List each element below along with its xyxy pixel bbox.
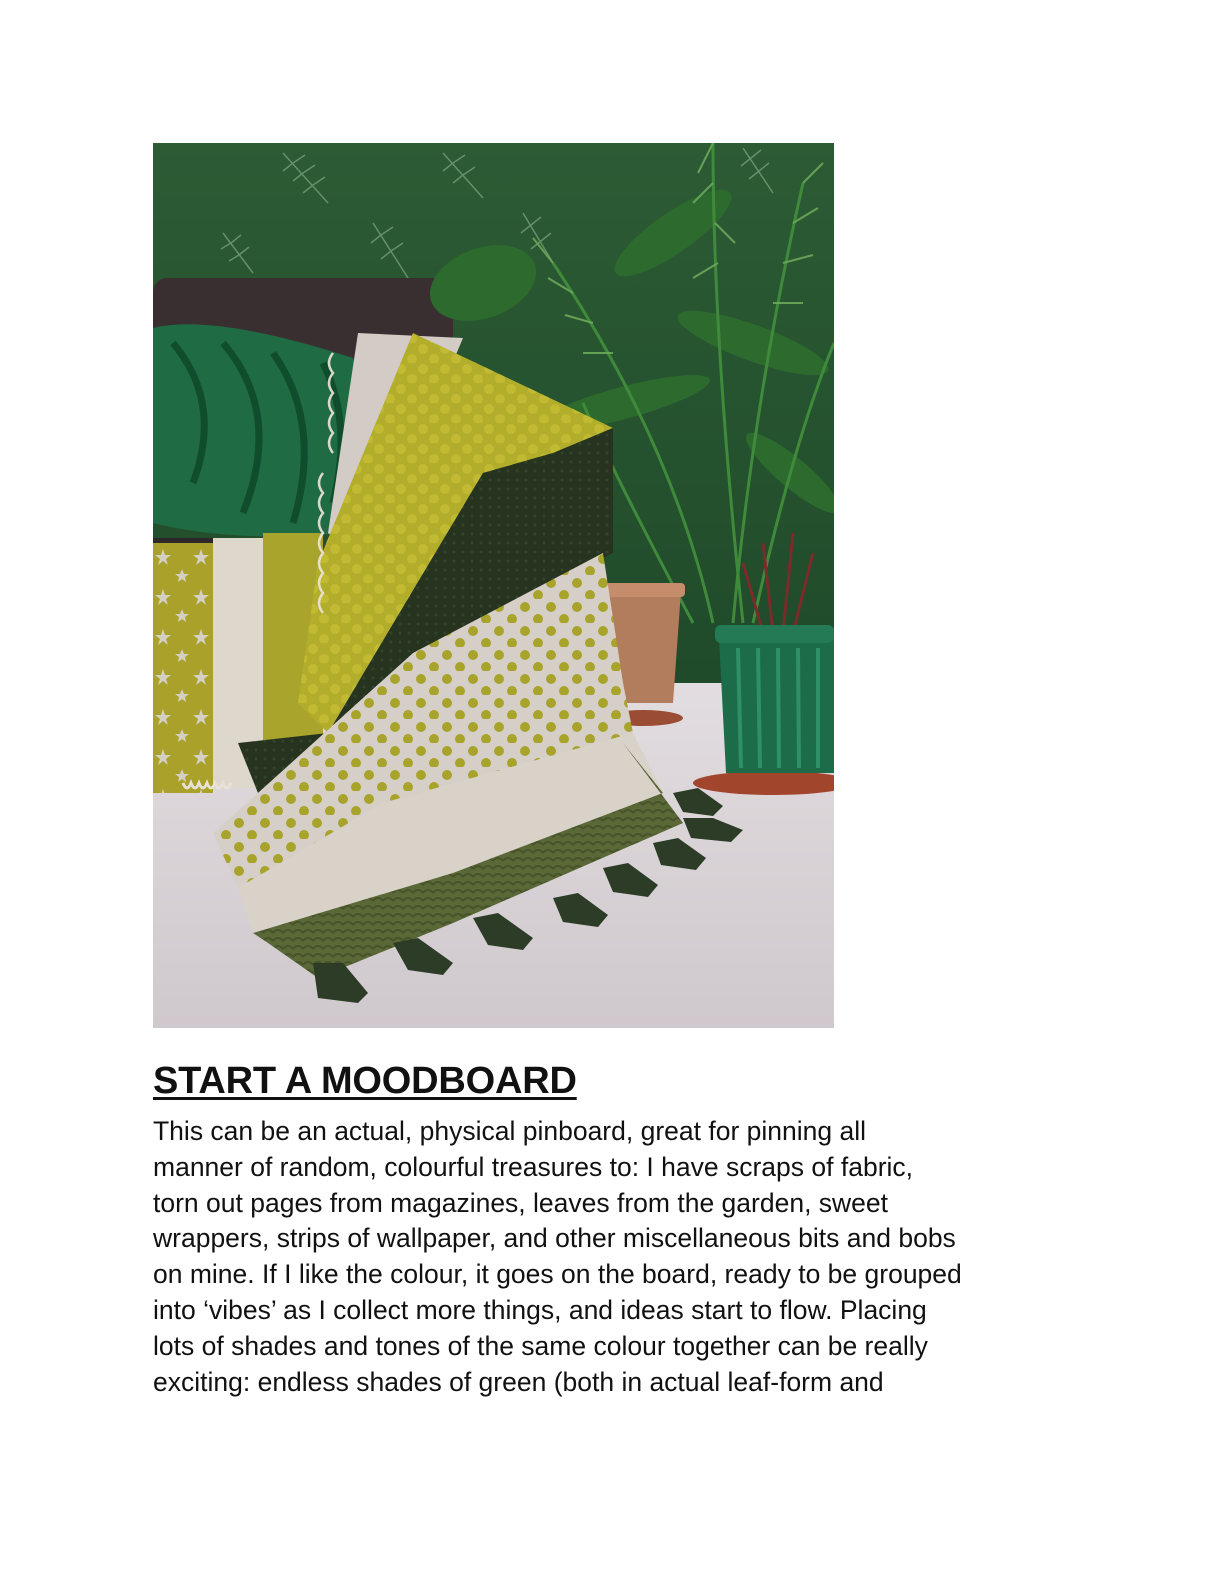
paragraph-line: lots of shades and tones of the same colour together can be really xyxy=(153,1330,928,1361)
section-heading: START A MOODBOARD xyxy=(153,1060,577,1102)
paragraph-line: on mine. If I like the colour, it goes on the board, ready to be grouped xyxy=(153,1259,962,1290)
blanket-photo xyxy=(153,143,834,1028)
paragraph-line: manner of random, colourful treasures to: I have scraps of fabric, xyxy=(153,1151,914,1182)
body-paragraph xyxy=(153,1114,1083,1400)
paragraph-line: This can be an actual, physical pinboard, great for pinning all xyxy=(153,1116,866,1146)
paragraph-line: exciting: endless shades of green (both in actual leaf-form and xyxy=(153,1366,884,1397)
paragraph-line: torn out pages from magazines, leaves from the garden, sweet xyxy=(153,1187,889,1218)
blanket-photo-illustration xyxy=(153,143,834,1028)
paragraph-line: into ‘vibes’ as I collect more things, and ideas start to flow. Placing xyxy=(153,1294,927,1325)
paragraph-line: wrappers, strips of wallpaper, and other miscellaneous bits and bobs xyxy=(153,1223,956,1254)
